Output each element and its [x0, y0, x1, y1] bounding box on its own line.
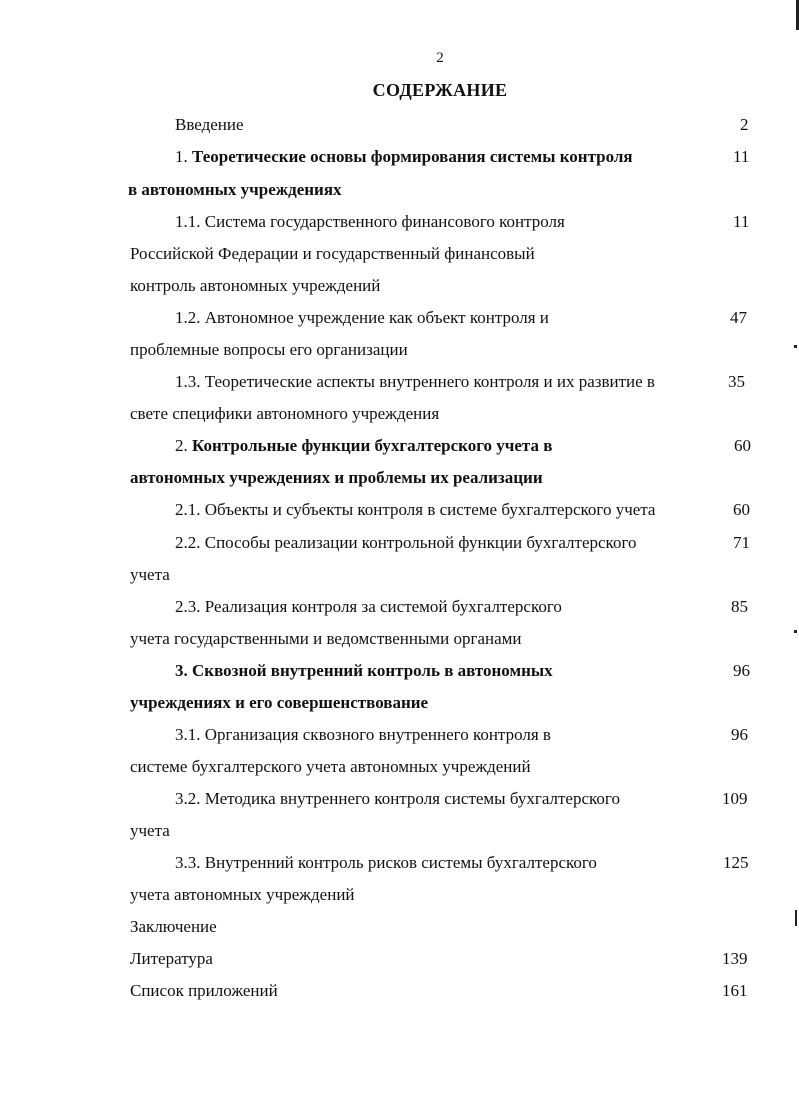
toc-s33-line2: учета автономных учреждений: [130, 885, 355, 904]
toc-intro-label: Введение: [175, 115, 244, 134]
toc-s23-line1: 2.3. Реализация контроля за системой бухгалтерского: [175, 597, 562, 616]
toc-s11-line3: контроль автономных учреждений: [130, 276, 381, 295]
toc-ch2-page: 60: [734, 436, 751, 455]
toc-ch3-line2: учреждениях и его совершенствование: [130, 693, 429, 712]
toc-s21-page: 60: [733, 500, 750, 519]
toc-s13-line1: 1.3. Теоретические аспекты внутреннего контроля и их развитие в: [175, 372, 655, 391]
toc-s11-page: 11: [733, 212, 750, 231]
toc-s32-page: 109: [722, 789, 748, 808]
toc-ch1-title: Теоретические основы формирования системы контроля: [192, 147, 633, 166]
toc-ch1-line2: в автономных учреждениях: [128, 180, 342, 199]
scan-speck: [794, 345, 797, 348]
page-number: 2: [436, 50, 444, 66]
scan-speck: [794, 630, 797, 633]
toc-s21-line1: 2.1. Объекты и субъекты контроля в системе бухгалтерского учета: [175, 500, 656, 519]
toc-s23-page: 85: [731, 597, 748, 616]
toc-s11-line2: Российской Федерации и государственный финансовый: [130, 244, 535, 263]
toc-s12-page: 47: [730, 308, 747, 327]
toc-appendix-page: 161: [722, 981, 748, 1000]
toc-s22-line2: учета: [130, 565, 170, 584]
toc-ch3-line1: 3. Сквозной внутренний контроль в автономных: [175, 661, 553, 680]
toc-s33-line1: 3.3. Внутренний контроль рисков системы бухгалтерского: [175, 853, 597, 872]
toc-intro-page: 2: [740, 115, 749, 134]
toc-conclusion-label: Заключение: [130, 917, 217, 936]
toc-s12-line2: проблемные вопросы его организации: [130, 340, 408, 359]
toc-ch1-line1: [175, 147, 633, 167]
toc-s32-line2: учета: [130, 821, 170, 840]
toc-s22-page: 71: [733, 533, 750, 552]
toc-s31-line1: 3.1. Организация сквозного внутреннего контроля в: [175, 725, 551, 744]
toc-ch1-page: 11: [733, 147, 750, 166]
toc-s11-line1: 1.1. Система государственного финансового контроля: [175, 212, 565, 231]
toc-s22-line1: 2.2. Способы реализации контрольной функции бухгалтерского: [175, 533, 637, 552]
toc-s12-line1: 1.2. Автономное учреждение как объект контроля и: [175, 308, 549, 327]
toc-s31-page: 96: [731, 725, 748, 744]
toc-appendix-label: Список приложений: [130, 981, 278, 1000]
toc-ch2-line2: автономных учреждениях и проблемы их реализации: [130, 468, 543, 487]
toc-ch3-page: 96: [733, 661, 750, 680]
toc-s23-line2: учета государственными и ведомственными органами: [130, 629, 522, 648]
toc-s32-line1: 3.2. Методика внутреннего контроля системы бухгалтерского: [175, 789, 620, 808]
toc-literature-page: 139: [722, 949, 748, 968]
toc-ch2-title: Контрольные функции бухгалтерского учета в: [192, 436, 553, 455]
toc-s13-page: 35: [728, 372, 745, 391]
toc-s31-line2: системе бухгалтерского учета автономных учреждений: [130, 757, 531, 776]
toc-s33-page: 125: [723, 853, 749, 872]
toc-ch2-prefix: 2.: [175, 436, 192, 455]
toc-ch1-prefix: 1.: [175, 147, 192, 166]
toc-ch2-line1: [175, 436, 552, 456]
toc-s13-line2: свете специфики автономного учреждения: [130, 404, 440, 423]
scan-speck: [795, 910, 797, 926]
toc-literature-label: Литература: [130, 949, 213, 968]
page-title: СОДЕРЖАНИЕ: [372, 80, 508, 100]
